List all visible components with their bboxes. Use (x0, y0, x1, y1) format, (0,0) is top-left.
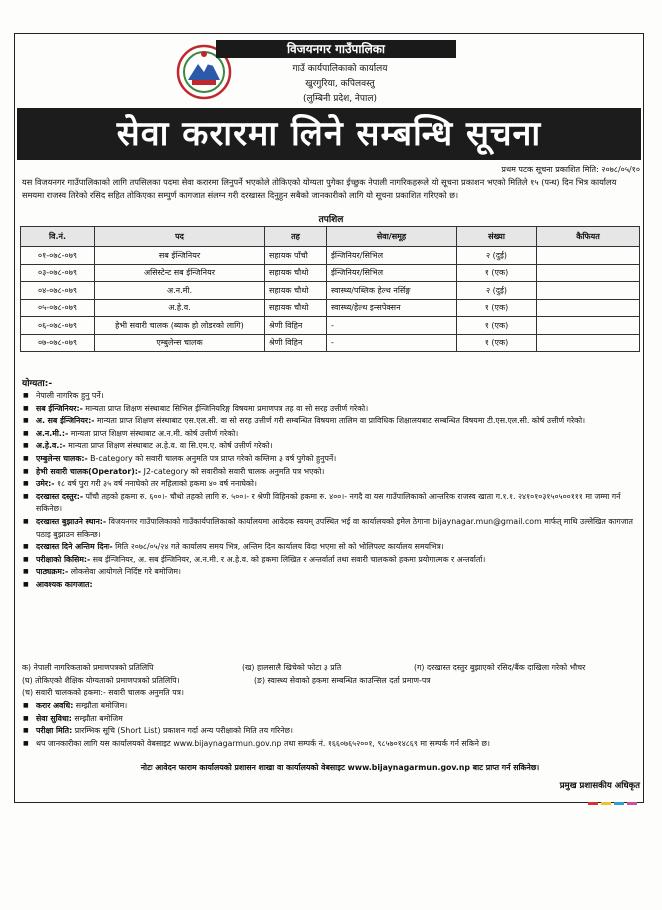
documents-row (22, 662, 640, 675)
cell-service: ईन्जिनियर/सिभिल (327, 247, 457, 265)
office-place: खुरगुरिया, कपिलवस्तु (305, 79, 375, 89)
intro-paragraph: यस विजयनगर गाउँपालिकाको लागि तपसिलका पदमा सेवा करारमा लिनुपर्ने भएकोले तोकिएको योग्यता पुगेका ईच्छुक नेपाली नागरिकहरूले यो सूचना प्रकाशन भएको मितिले १५ (पन्ध) दिन भित्र कार्यालय समयमा राजस्व तिरेको रसिद सहित तोकिएका सम्पुर्ण कागजात संलग्न गरी दरखास्त दिनुहुन सबैको जानकारीको लागि यो सूचना प्रकाशित गरिएको छ। (22, 177, 617, 200)
list-item (22, 700, 640, 713)
qualifications-heading: योग्यता:- (22, 379, 53, 389)
cell-remarks (537, 299, 640, 317)
list-item (22, 566, 640, 579)
item-text: विजयनगर गाउँपालिकाको गाउँकार्यपालिकाको कार्यालयमा आवेदक स्वयम् उपस्थित भई वा कार्यालयको इमेल ठेगाना bijaynagar.mun@gmail.com मार्फत् माथि उल्लेखित कागजात पठाइ बुझाउन सकिन्छ। (36, 516, 633, 539)
item-label: पाठ्यक्रम:- (36, 567, 69, 577)
list-item (22, 390, 640, 403)
document-item: (ख) हालसालै खिचेको फोटा ३ प्रति (242, 663, 342, 672)
item-label: दरखास्त दस्तुर:- (36, 491, 84, 501)
cell-serial: ०५-०७८-०७९ (21, 299, 95, 317)
col-header-count: संख्या (457, 227, 537, 247)
cell-serial: ०३-०७८-०७९ (21, 264, 95, 282)
table-row (21, 299, 640, 317)
cell-level: सहायक चौथो (265, 282, 327, 300)
item-label: सब ईन्जिनियर:- (36, 403, 83, 413)
list-item (22, 403, 640, 416)
item-text: पाँचौ तहको हकमा रु. ६००।- चौथो तहको लागि रु. ५००।- र श्रेणी विहिनको हकमा रु. ४००।- नगदै वा यस गाउँपालिकाको आन्तरिक राजस्व खाता ग.१.१. २४१०१०३१५०५००१११ मा जम्मा गर्न सकिनेछ। (36, 491, 621, 514)
cell-post: अ.हे.व. (95, 299, 265, 317)
table-row (21, 247, 640, 265)
item-text: मिति २०७८/०५/२४ गते कार्यालय समय भित्र, अन्तिम दिन कार्यालय विदा भएमा सो को भोलिपल्ट कार्यालय समयभित्र। (112, 542, 444, 552)
list-item (22, 738, 640, 751)
item-label: अ. सब ईन्जिनियर:- (36, 416, 95, 426)
cell-remarks (537, 247, 640, 265)
item-text: सब ईन्जिनियर, अ. सब ईन्जिनियर, अ.न.मी. र अ.हे.व. को हकमा लिखित र अन्तर्वार्ता तथा सवारी चालकको हकमा प्रयोगात्मक र अन्तर्वार्ता। (90, 554, 486, 564)
cell-level: सहायक पाँचौ (265, 247, 327, 265)
table-row (21, 334, 640, 352)
document-item: (घ) तोकिएको शैक्षिक योग्यताको प्रमाणपत्रको प्रतिलिपि। (22, 675, 180, 685)
item-text: थप जानकारीका लागि यस कार्यालयको वेबसाइट www.bijaynagarmun.gov.np तथा सम्पर्क नं. १६६०७६५२००१, ९८५७०१४८६९ मा सम्पर्क गर्न सकिने छ। (36, 738, 490, 748)
list-item (22, 516, 640, 541)
table-row (21, 317, 640, 335)
cell-count: १ (एक) (457, 317, 537, 335)
col-header-level: तह (265, 227, 327, 247)
list-item (22, 579, 640, 592)
item-text: मान्यता प्राप्त शिक्षण संस्थाबाट सिभिल ईन्जिनियरिङ्ग विषयमा प्रमाणपत्र तह वा सो सरह उत्तीर्ण गरेको। (82, 403, 369, 413)
list-item (22, 466, 640, 479)
item-label: करार अवधि: (36, 701, 74, 710)
item-label: दरखास्त बुझाउने स्थान:- (36, 516, 107, 526)
documents-row (22, 687, 640, 700)
table-row (21, 282, 640, 300)
notice-title-banner: सेवा करारमा लिने सम्बन्धि सूचना (17, 108, 641, 160)
item-label: उमेर:- (36, 479, 55, 489)
terms-list (22, 700, 640, 750)
item-text: नेपाली नागरिक हुनु पर्ने। (36, 391, 104, 400)
print-mark (627, 802, 637, 805)
cell-post: एम्बुलेन्स चालक (95, 334, 265, 352)
signatory-title: प्रमुख प्रशासकीय अधिकृत (559, 781, 640, 791)
cell-post: हेभी सवारी चालक (ब्याक हो लोडरको लागि) (95, 317, 265, 335)
item-text: B-category को सवारी चालक अनुमति पत्र प्राप्त गरेको कम्तिमा ३ वर्ष पुगेको हुनुपर्ने। (87, 453, 337, 463)
cell-post: असिस्टेन्ट सब ईन्जिनियर (95, 264, 265, 282)
cell-level: सहायक चौथो (265, 264, 327, 282)
list-item (22, 478, 640, 491)
cell-serial: ०६-०७८-०७९ (21, 317, 95, 335)
org-name: विजयनगर गाउँपालिका (216, 40, 456, 58)
item-text: प्रारम्भिक सूचि (Short List) प्रकाशन गर्दा अन्य परीक्षाको मिति तय गरिनेछ। (72, 726, 293, 736)
table-row (21, 264, 640, 282)
cell-count: १ (एक) (457, 264, 537, 282)
item-text: मान्यता प्राप्त शिक्षण संस्थाबाट अ.न.मी. कोर्ष उत्तीर्ण गरेको। (68, 428, 239, 438)
print-registration-marks (588, 802, 648, 805)
cell-count: २ (दुई) (457, 247, 537, 265)
item-label: अ.हे.व.:- (36, 441, 66, 451)
col-header-remarks: कैफियत (537, 227, 640, 247)
list-item (22, 554, 640, 567)
list-item (22, 541, 640, 554)
cell-service: ईन्जिनियर/सिभिल (327, 264, 457, 282)
item-text: १८ वर्ष पुरा गरी ३५ वर्ष ननाघेको तर महिलाको हकमा ४० वर्ष ननाघेको। (54, 479, 257, 489)
cell-post: सब ईन्जिनियर (95, 247, 265, 265)
print-mark (601, 802, 611, 805)
note-text: नोटः आवेदन फाराम कार्यालयको प्रशासन शाखा वा कार्यालयको वेबसाइट www.bijaynagarmun.gov.np बाट प्राप्त गर्न सकिनेछ। (140, 763, 540, 772)
cell-count: १ (एक) (457, 334, 537, 352)
item-label: आवश्यक कागजात: (36, 579, 93, 589)
cell-remarks (537, 317, 640, 335)
list-item (22, 440, 640, 453)
cell-service: स्वास्थ्य/पब्लिक हेल्थ नर्सिङ्ग (327, 282, 457, 300)
col-header-post: पद (95, 227, 265, 247)
item-label: दरखास्त दिने अन्तिम दिनः- (36, 542, 113, 552)
document-item: (ग) दरखास्त दस्तुर बुझाएको रसिद/बैंक दाखिला गरेको भौचर (414, 663, 586, 672)
cell-service: स्वास्थ्य/हेल्थ इन्सपेक्सन (327, 299, 457, 317)
item-text: मान्यता प्राप्त शिक्षण संस्थाबाट अ.हे.व. वा सि.एम.ए. कोर्ष उत्तीर्ण गरेको। (65, 441, 273, 451)
print-mark (614, 802, 624, 805)
document-item: (च) सवारी चालकको हकमा:- सवारी चालक अनुमति पत्र। (22, 688, 184, 698)
document-item: क) नेपाली नागरिकताको प्रमाणपत्रको प्रतिलिपि (22, 663, 154, 672)
item-label: हेभी सवारी चालक(Operator):- (36, 466, 142, 476)
item-label: सेवा सुविधा: (36, 713, 72, 723)
office-province: (लुम्बिनी प्रदेश, नेपाल) (303, 94, 377, 104)
cell-service: - (327, 317, 457, 335)
cell-serial: ०४-०७८-०७९ (21, 282, 95, 300)
cell-service: - (327, 334, 457, 352)
list-item (22, 725, 640, 738)
col-header-serial: वि.नं. (21, 227, 95, 247)
item-label: परीक्षाको किसिम:- (36, 554, 91, 564)
item-text: लोकसेवा आयोगले निर्दिष्ट गरे बमोजिम। (68, 567, 181, 577)
item-text: J2-category को सवारीको सवारी चालक अनुमति पत्र भएको। (141, 466, 325, 476)
cell-serial: ०१-०७८-०७९ (21, 247, 95, 265)
table-header-row (21, 227, 640, 247)
cell-remarks (537, 264, 640, 282)
vacancy-table (20, 226, 640, 352)
table-caption: तपशिल (318, 215, 344, 225)
list-item (22, 428, 640, 441)
item-label: परीक्षा मिति: (36, 726, 73, 736)
cell-count: १ (एक) (457, 299, 537, 317)
item-text: सम्झौता बमोजिम (71, 713, 123, 723)
list-item (22, 491, 640, 516)
col-header-service: सेवा/समूह (327, 227, 457, 247)
publication-date: प्रथम पटक सूचना प्रकाशित मिति: २०७८/०५/१० (501, 165, 640, 174)
cell-count: २ (दुई) (457, 282, 537, 300)
cell-level: श्रेणी विहिन (265, 334, 327, 352)
cell-post: अ.न.मी. (95, 282, 265, 300)
cell-level: श्रेणी विहिन (265, 317, 327, 335)
print-mark (588, 802, 598, 805)
list-item (22, 713, 640, 726)
documents-row (22, 675, 640, 688)
cell-level: सहायक चौथो (265, 299, 327, 317)
document-item: (ङ) स्वास्थ्य सेवाको हकमा सम्बन्धित काउन्सिल दर्ता प्रमाण-पत्र (254, 675, 431, 685)
cell-serial: ०७-०७८-०७९ (21, 334, 95, 352)
item-label: एम्बुलेन्स चालक:- (36, 453, 88, 463)
item-text: सम्झौता बमोजिम। (73, 701, 128, 710)
list-item (22, 453, 640, 466)
cell-remarks (537, 282, 640, 300)
cell-remarks (537, 334, 640, 352)
office-name: गाउँ कार्यपालिकाको कार्यालय (292, 64, 388, 74)
item-text: मान्यता प्राप्त शिक्षण संस्थाबाट एस.एल.सी. वा सो सरह उत्तीर्ण गरी सम्बन्धित विषयमा तालिम वा प्राविधिक शिक्षालयबाट सम्बन्धित विषयमा टी.एस.एल.सी. कोर्ष उत्तीर्ण गरेको। (94, 416, 586, 426)
list-item (22, 415, 640, 428)
required-documents (22, 662, 640, 700)
item-label: अ.न.मी.:- (36, 428, 69, 438)
qualifications-list (22, 390, 640, 592)
